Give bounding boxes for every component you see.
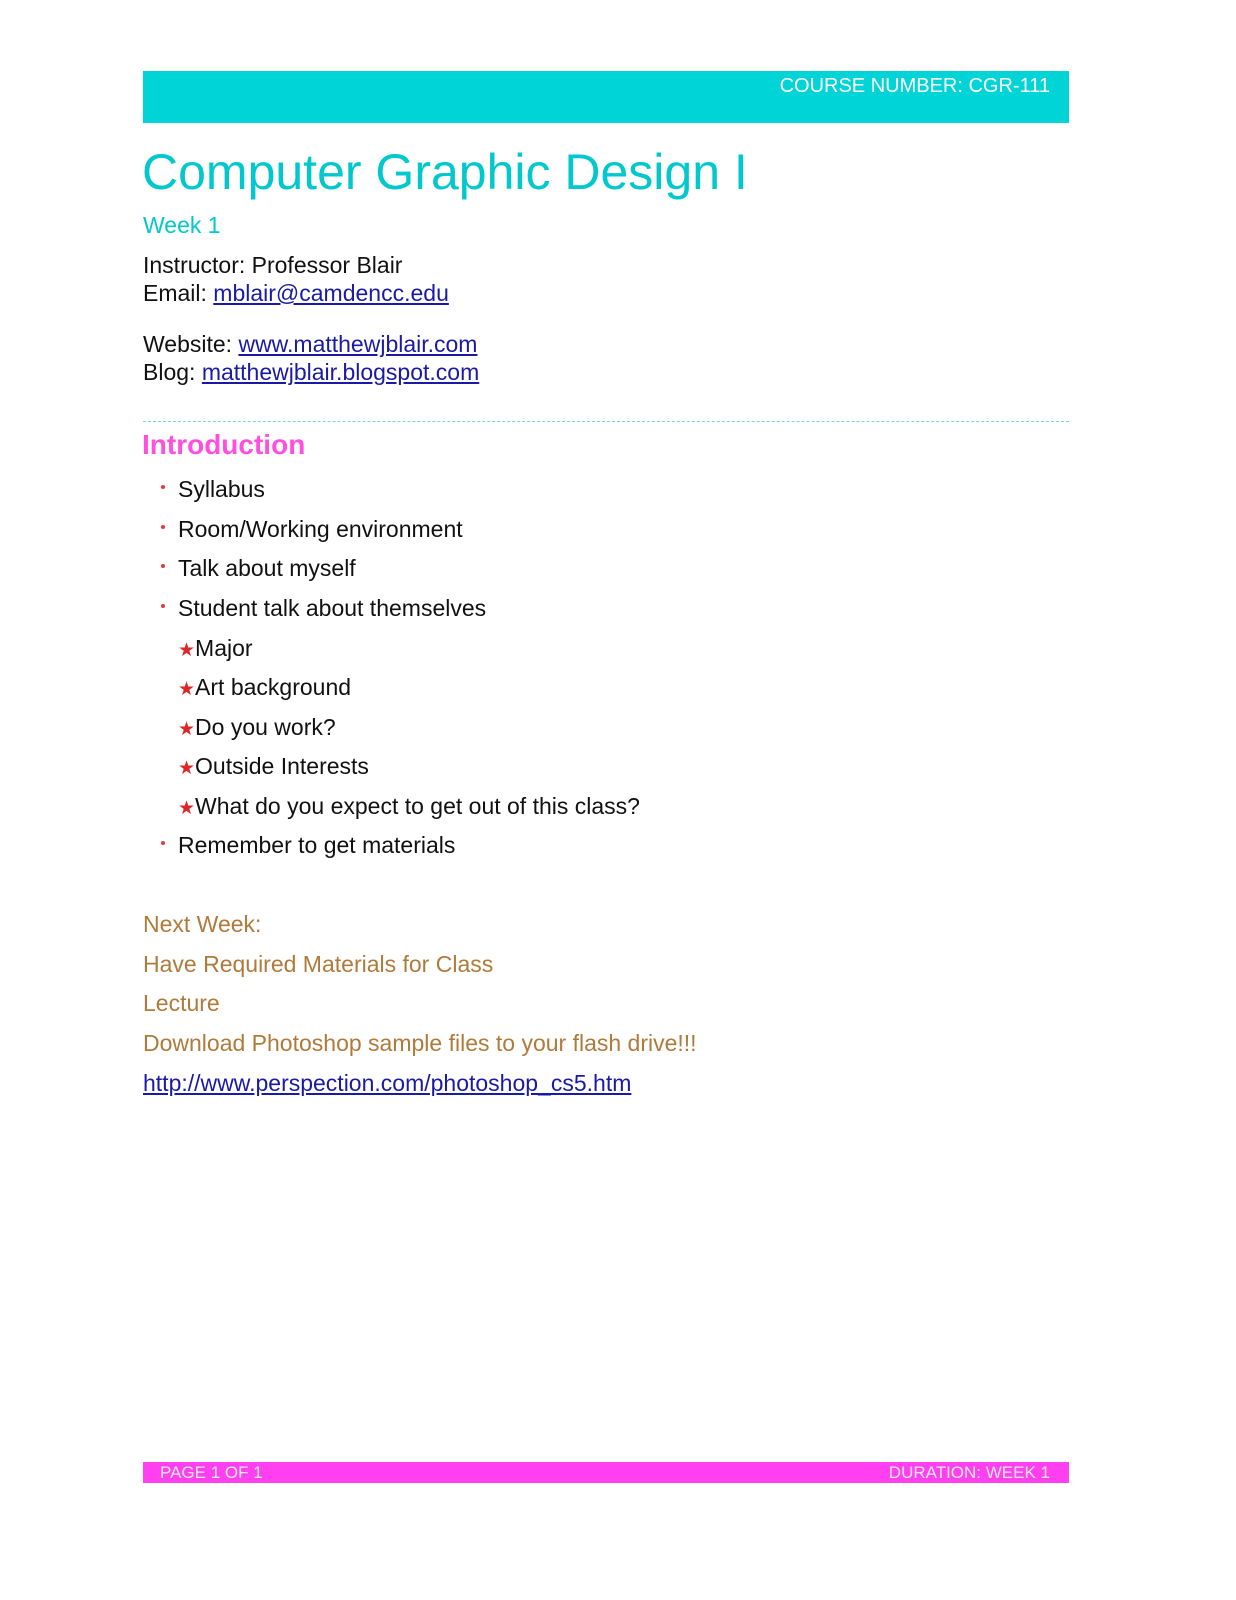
sub-list-item <box>178 792 640 823</box>
duration-label: DURATION: WEEK 1 <box>888 1463 1050 1482</box>
sub-item-text: What do you expect to get out of this class? <box>195 793 640 819</box>
sub-item-text: Do you work? <box>195 714 336 740</box>
course-number: COURSE NUMBER: CGR-111 <box>779 75 1050 97</box>
next-week-line: Have Required Materials for Class <box>143 951 494 977</box>
introduction-heading: Introduction <box>142 429 306 460</box>
photoshop-files-link[interactable]: http://www.perspection.com/photoshop_cs5.htm <box>143 1070 632 1096</box>
sub-list-item <box>178 752 369 783</box>
website-line <box>143 330 477 358</box>
next-week-line: Lecture <box>143 990 220 1016</box>
header-bar <box>143 71 1069 123</box>
star-icon: ★ <box>178 640 196 661</box>
blog-link[interactable]: matthewjblair.blogspot.com <box>201 359 480 385</box>
sub-list-item <box>178 673 351 704</box>
sub-list-item <box>178 634 253 665</box>
website-label: Website: <box>143 331 233 357</box>
list-item: Student talk about themselves <box>178 595 487 621</box>
sub-list-item <box>178 713 336 744</box>
document-title: Computer Graphic Design I <box>142 144 748 200</box>
star-icon: ★ <box>178 758 196 779</box>
email-line <box>143 279 449 307</box>
bullet-icon <box>161 485 165 489</box>
next-week-line: Download Photoshop sample files to your flash drive!!! <box>143 1030 697 1056</box>
sub-item-text: Major <box>195 635 253 661</box>
bullet-icon <box>161 604 165 608</box>
list-item: Remember to get materials <box>178 832 456 858</box>
blog-line <box>143 358 479 386</box>
email-label: Email: <box>143 280 207 306</box>
next-week-heading: Next Week: <box>143 911 262 937</box>
footer-bar <box>143 1462 1069 1483</box>
week-label: Week 1 <box>143 212 221 238</box>
bullet-icon <box>161 525 165 529</box>
blog-label: Blog: <box>143 359 196 385</box>
instructor-line: Instructor: Professor Blair <box>143 252 403 278</box>
star-icon: ★ <box>178 679 196 700</box>
sub-item-text: Outside Interests <box>195 753 369 779</box>
list-item: Room/Working environment <box>178 516 463 542</box>
section-divider <box>143 421 1069 422</box>
page-number: PAGE 1 OF 1 <box>160 1463 263 1482</box>
bullet-icon <box>161 841 165 845</box>
website-link[interactable]: www.matthewjblair.com <box>238 331 478 357</box>
email-link[interactable]: mblair@camdencc.edu <box>213 280 449 306</box>
star-icon: ★ <box>178 719 196 740</box>
bullet-icon <box>161 564 165 568</box>
star-icon: ★ <box>178 798 196 819</box>
sub-item-text: Art background <box>195 674 352 700</box>
list-item: Syllabus <box>178 476 265 502</box>
list-item: Talk about myself <box>178 555 356 581</box>
